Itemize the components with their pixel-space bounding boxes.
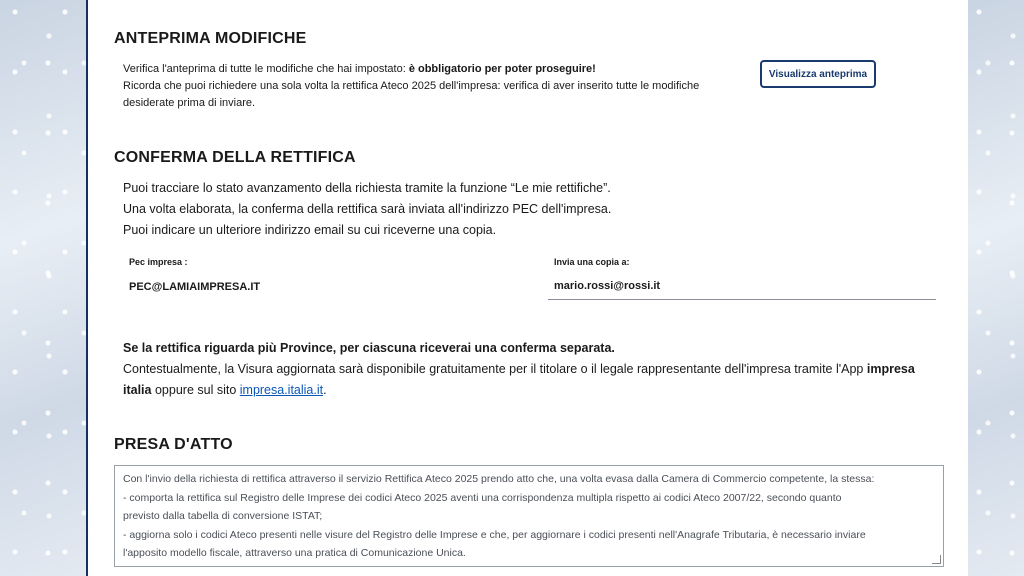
ack-line2: - comporta la rettifica sul Registro delle Imprese dei codici Ateco 2025 aventi una corrispondenza multipla rispetto ai codici Ateco 2007/22, secondo quanto	[123, 491, 842, 504]
copy-email-input[interactable]	[548, 273, 936, 300]
preview-line1: Verifica l'anteprima di tutte le modifiche che hai impostato:	[123, 63, 409, 75]
resize-handle-icon[interactable]	[932, 555, 941, 564]
preview-line2: Ricorda che puoi richiedere una sola volta la rettifica Ateco 2025 dell'impresa: verifica di aver inserito tutte le modifiche	[123, 80, 700, 92]
ack-line3: previsto dalla tabella di conversione ISTAT;	[123, 510, 323, 522]
confirm-description	[123, 178, 923, 241]
visura-end: .	[323, 383, 327, 397]
ack-line4: - aggiorna solo i codici Ateco presenti nelle visure del Registro delle Imprese e che, per aggiornare i codici presenti nell'Anagrafe Tributaria, è necessario inviare	[123, 528, 866, 541]
visura-text: Contestualmente, la Visura aggiornata sarà disponibile gratuitamente per il titolare o il legale rappresentante dell'impresa tramite l'App	[123, 362, 867, 376]
background-left	[0, 0, 100, 576]
ack-line1: Con l'invio della richiesta di rettifica attraverso il servizio Rettifica Ateco 2025 prendo atto che, una volta evasa dalla Camera di Commercio competente, la stessa:	[123, 473, 875, 485]
confirm-line1: Puoi tracciare lo stato avanzamento della richiesta tramite la funzione “Le mie rettifiche”.	[123, 181, 611, 195]
ack-line5: l'apposito modello fiscale, attraverso una pratica di Comunicazione Unica.	[123, 547, 466, 559]
copy-email-label: Invia una copia a:	[554, 257, 630, 267]
confirm-section-title: CONFERMA DELLA RETTIFICA	[114, 149, 356, 166]
ack-section-title: PRESA D'ATTO	[114, 436, 233, 453]
preview-section-title: ANTEPRIMA MODIFICHE	[114, 30, 307, 47]
preview-description	[123, 61, 743, 112]
preview-line3: desiderate prima di inviare.	[123, 97, 256, 109]
app-name-part2: italia	[123, 383, 152, 397]
preview-required-note: è obbligatorio per poter proseguire!	[408, 63, 596, 75]
app-name-part1: impresa	[866, 362, 915, 376]
impresa-italia-link[interactable]: impresa.italia.it	[239, 383, 324, 397]
view-preview-button[interactable]: Visualizza anteprima	[760, 60, 876, 88]
background-right	[964, 0, 1024, 576]
ack-textarea[interactable]	[114, 465, 944, 567]
visura-note	[123, 338, 938, 401]
confirm-line3: Puoi indicare un ulteriore indirizzo email su cui riceverne una copia.	[123, 223, 497, 237]
pec-label: Pec impresa :	[129, 257, 188, 267]
province-note: Se la rettifica riguarda più Province, per ciascuna riceverai una conferma separata.	[123, 341, 615, 355]
pec-value: PEC@LAMIAIMPRESA.IT	[129, 281, 261, 293]
form-page	[86, 0, 968, 576]
visura-mid: oppure sul sito	[151, 383, 240, 397]
confirm-line2: Una volta elaborata, la conferma della rettifica sarà inviata all'indirizzo PEC dell'impresa.	[123, 202, 612, 216]
